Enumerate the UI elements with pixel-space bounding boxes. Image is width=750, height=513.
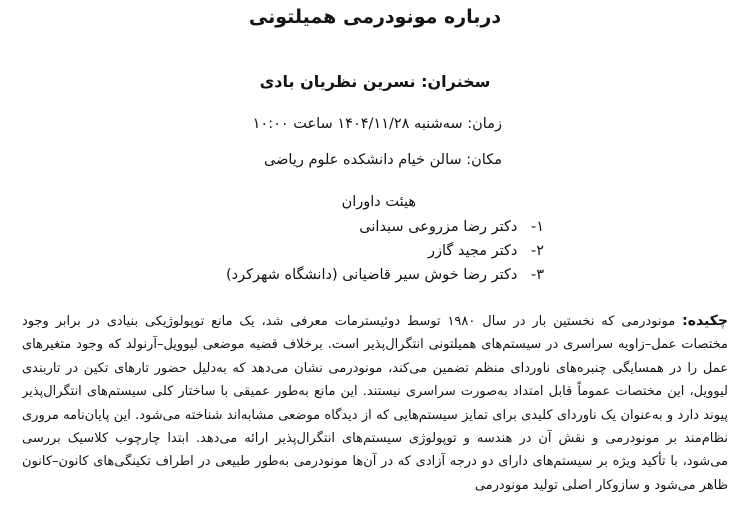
abstract-paragraph [22, 310, 728, 513]
member-name: دکتر رضا خوش سیر قاضیانی (دانشگاه شهرکرد) [226, 267, 518, 283]
place-line: مکان: سالن خیام دانشکده علوم ریاضی [264, 152, 502, 168]
committee-member [226, 263, 544, 287]
time-line: زمان: سه‌شنبه ۱۴۰۴/۱۱/۲۸ ساعت ۱۰:۰۰ [252, 116, 502, 132]
member-name: دکتر رضا مزروعی سبدانی [359, 219, 518, 235]
committee-heading: هیئت داوران [341, 194, 416, 210]
member-number: ۳- [530, 267, 544, 283]
member-number: ۲- [530, 243, 544, 259]
member-name: دکتر مجید گازر [427, 243, 518, 259]
committee-member [226, 239, 544, 263]
page-title: درباره مونودرمی همیلتونی [248, 6, 502, 28]
committee-list [226, 215, 544, 287]
committee-member [226, 215, 544, 239]
abstract-label: چکیده: [682, 313, 728, 329]
speaker-line: سخنران: نسرین نظریان بادی [259, 72, 491, 91]
member-number: ۱- [530, 219, 544, 235]
abstract-text: مونودرمی که نخستین بار در سال ۱۹۸۰ توسط دوئیسترمات معرفی شد، یک مانع توپولوژیکی بنیادی در برابر وجود مختصات عمل–زاویه سراسری در سیستم‌های همیلتونی انتگرال‌پذیر است. برخلاف قضیه موضعی لیوویل–آرنولد که وجود متغیرهای عمل را در همسایگی چنبره‌های ناوردای منظم تضمین می‌کند، مونودرمی نشان می‌دهد که به‌دلیل حضور تارهای تکین در تاربندی لیوویل، این مختصات عموماً قابل امتداد به‌صورت سراسری نیستند. این مانع به‌طور عمیقی با ساختار کلی سیستم‌های انتگرال‌پذیر پیوند دارد و به‌عنوان یک ناوردای کلیدی برای تمایز سیستم‌هایی که از دیدگاه موضعی مشابه‌اند شناخته می‌شود. این پایان‌نامه مروری نظام‌مند بر مونودرمی و نقش آن در هندسه و توپولوژی سیستم‌های انتگرال‌پذیر ارائه می‌دهد. ابتدا چارچوب کلاسیک بررسی می‌شود، با تأکید ویژه بر سیستم‌های دارای دو درجه آزادی که در آن‌ها مونودرمی به‌طور طبیعی در اطراف تکینگی‌های کانون–کانون ظاهر می‌شود و سازوکار اصلی تولید مونودرمی [22, 314, 728, 493]
